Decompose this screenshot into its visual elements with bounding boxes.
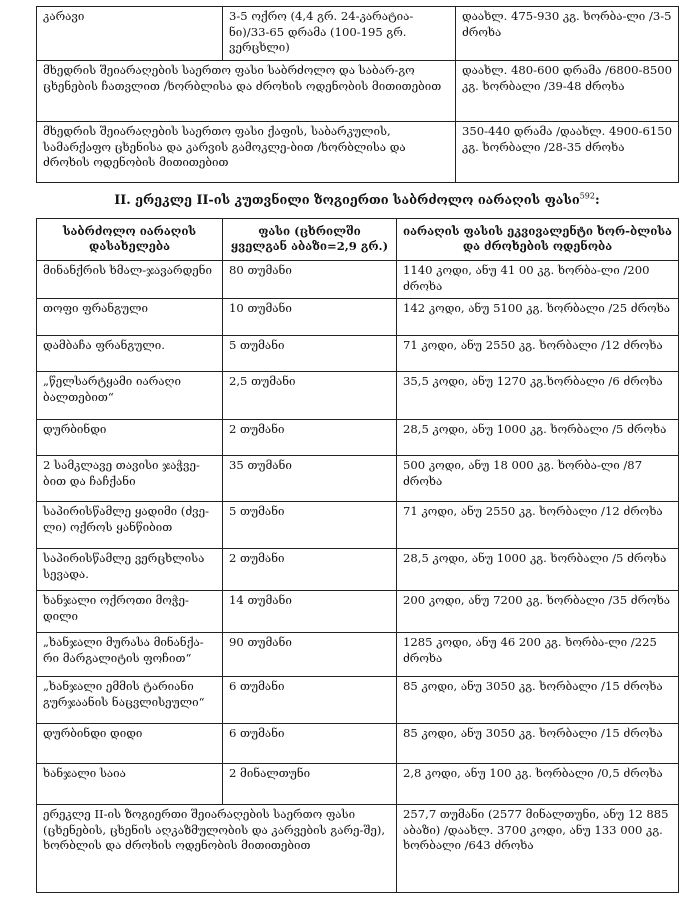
weapon-name-cell: დურბინდი დიდი <box>37 724 223 764</box>
footnote-ref: 592 <box>579 191 595 201</box>
weapon-price-cell: 2 მინალთუნი <box>223 764 397 805</box>
weapon-name-cell: თოფი ფრანგული <box>37 299 223 336</box>
header-row <box>37 219 679 261</box>
weapon-equivalent-cell: 35,5 კოდი, ანუ 1270 კგ.ხორბალი /6 ძროხა <box>397 372 679 420</box>
table-row <box>37 372 679 420</box>
weapon-name-cell: „წელსარტყამი იარაღი ბალთებით“ <box>37 372 223 420</box>
weapons-table <box>36 218 679 893</box>
weapon-name-cell: ხანჯალი საია <box>37 764 223 805</box>
weapon-price-cell: 90 თუმანი <box>223 633 397 677</box>
weapon-equivalent-cell: 71 კოდი, ანუ 2550 კგ. ხორბალი /12 ძროხა <box>397 336 679 372</box>
equivalent-cell: 350-440 დრამა /დაახლ. 4900-6150 კგ. ხორბალი /28-35 ძროხა <box>456 122 679 183</box>
weapon-equivalent-cell: 85 კოდი, ანუ 3050 კგ. ხორბალი /15 ძროხა <box>397 724 679 764</box>
header-name: საბრძოლო იარაღის დასახელება <box>37 219 223 261</box>
document-page <box>36 6 678 893</box>
weapon-name-cell: საპირისწამლე ვერცხლისა სევადა. <box>37 549 223 591</box>
weapon-name-cell: დამბაჩა ფრანგული. <box>37 336 223 372</box>
weapon-price-cell: 35 თუმანი <box>223 456 397 502</box>
section-title <box>36 190 678 212</box>
weapon-price-cell: 2 თუმანი <box>223 420 397 456</box>
weapon-name-cell: ხანჯალი ოქროთი მოჭე-დილი <box>37 591 223 633</box>
weapon-price-cell: 6 თუმანი <box>223 677 397 724</box>
section-title-text: II. ერეკლე II-ის კუთვნილი ზოგიერთი საბრძოლო იარაღის ფასი <box>114 193 580 208</box>
table-row <box>37 336 679 372</box>
item-cell: კარავი <box>37 7 223 61</box>
weapon-name-cell: „ხანჯალი ემმის ტარიანი გურჯაანის ნაცვლისეული“ <box>37 677 223 724</box>
table-row <box>37 261 679 299</box>
weapon-name-cell: მინანქრის ხმალ-ჯავარდენი <box>37 261 223 299</box>
table-row <box>37 724 679 764</box>
weapon-name-cell: „ხანჯალი მურასა მინანქა-რი მარგალიტის ფოჩით“ <box>37 633 223 677</box>
price-cell: 3-5 ოქრო (4,4 გრ. 24-კარატია-ნი)/33-65 დრამა (100-195 გრ. ვერცხლი) <box>223 7 456 61</box>
weapon-equivalent-cell: 142 კოდი, ანუ 5100 კგ. ხორბალი /25 ძროხა <box>397 299 679 336</box>
section-title-suffix: : <box>594 193 600 208</box>
weapon-price-cell: 80 თუმანი <box>223 261 397 299</box>
total-label-cell: მხედრის შეიარაღების საერთო ფასი საბრძოლო და საბარ-გო ცხენების ჩათვლით /ხორბლისა და ძროხის ოდენობის მითითებით <box>37 61 456 122</box>
weapon-equivalent-cell: 71 კოდი, ანუ 2550 კგ. ხორბალი /12 ძროხა <box>397 502 679 549</box>
table-row <box>37 591 679 633</box>
weapon-equivalent-cell: 28,5 კოდი, ანუ 1000 კგ. ხორბალი /5 ძროხა <box>397 420 679 456</box>
table-row <box>37 299 679 336</box>
weapon-name-cell: საპირისწამლე ყადიმი (ძვე-ლი) ოქროს ყანწიბით <box>37 502 223 549</box>
weapon-price-cell: 14 თუმანი <box>223 591 397 633</box>
weapon-equivalent-cell: 1140 კოდი, ანუ 41 00 კგ. ხორბა-ლი /200 ძროხა <box>397 261 679 299</box>
table-row <box>37 7 679 61</box>
equivalent-cell: დაახლ. 475-930 კგ. ხორბა-ლი /3-5 ძროხა <box>456 7 679 61</box>
total-value-cell: 257,7 თუმანი (2577 მინალთუნი, ანუ 12 885 აბაზი) /დაახლ. 3700 კოდი, ანუ 133 000 კგ. ხორბალი /643 ძროხა <box>397 805 679 893</box>
weapons-table-body <box>37 261 679 805</box>
table-row <box>37 633 679 677</box>
table-row <box>37 502 679 549</box>
weapon-price-cell: 10 თუმანი <box>223 299 397 336</box>
weapon-equivalent-cell: 85 კოდი, ანუ 3050 კგ. ხორბალი /15 ძროხა <box>397 677 679 724</box>
weapon-equivalent-cell: 1285 კოდი, ანუ 46 200 კგ. ხორბა-ლი /225 ძროხა <box>397 633 679 677</box>
weapon-price-cell: 6 თუმანი <box>223 724 397 764</box>
weapon-equivalent-cell: 28,5 კოდი, ანუ 1000 კგ. ხორბალი /5 ძროხა <box>397 549 679 591</box>
table-row <box>37 549 679 591</box>
weapon-price-cell: 2,5 თუმანი <box>223 372 397 420</box>
header-equivalent: იარაღის ფასის ეკვივალენტი ხორ-ბლისა და ძროხების ოდენობა <box>397 219 679 261</box>
weapon-price-cell: 2 თუმანი <box>223 549 397 591</box>
table-row <box>37 764 679 805</box>
summary-table <box>36 6 679 183</box>
weapon-price-cell: 5 თუმანი <box>223 502 397 549</box>
total-label-cell: ერეკლე II-ის ზოგიერთი შეიარაღების საერთო ფასი (ცხენების, ცხენის აღკაზმულობის და კარვების გარე-შე), ხორბლის და ძროხის ოდენობის მითითებით <box>37 805 397 893</box>
weapon-name-cell: 2 სამკლავე თავისი ჯაჭვე-ბით და ჩაჩქანი <box>37 456 223 502</box>
total-row <box>37 805 679 893</box>
weapon-equivalent-cell: 200 კოდი, ანუ 7200 კგ. ხორბალი /35 ძროხა <box>397 591 679 633</box>
header-price: ფასი (ცხრილში ყველგან აბაზი=2,9 გრ.) <box>223 219 397 261</box>
table-row <box>37 61 679 122</box>
total-label-cell: მხედრის შეიარაღების საერთო ფასი ქაფის, საბარკულის, სამარქაფო ცხენისა და კარვის გამოკლე-ბით /ხორბლისა და ძროხის ოდენობის მითითებით <box>37 122 456 183</box>
equivalent-cell: დაახლ. 480-600 დრამა /6800-8500 კგ. ხორბალი /39-48 ძროხა <box>456 61 679 122</box>
weapon-price-cell: 5 თუმანი <box>223 336 397 372</box>
weapon-equivalent-cell: 500 კოდი, ანუ 18 000 კგ. ხორბა-ლი /87 ძროხა <box>397 456 679 502</box>
weapon-name-cell: დურბინდი <box>37 420 223 456</box>
table-row <box>37 420 679 456</box>
table-row <box>37 456 679 502</box>
table-row <box>37 122 679 183</box>
weapon-equivalent-cell: 2,8 კოდი, ანუ 100 კგ. ხორბალი /0,5 ძროხა <box>397 764 679 805</box>
table-row <box>37 677 679 724</box>
